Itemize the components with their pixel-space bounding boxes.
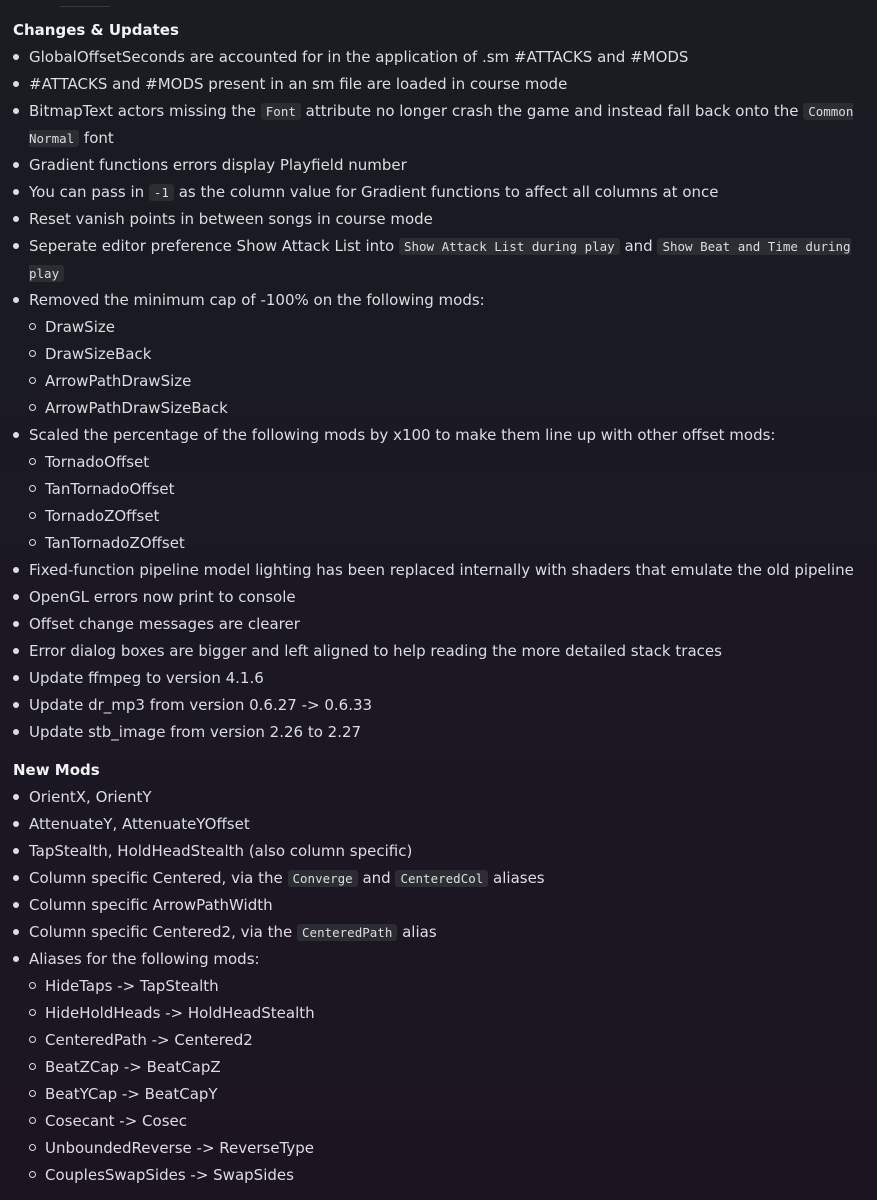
list-item: Error dialog boxes are bigger and left aligned to help reading the more detailed stack traces (13, 638, 877, 665)
hollow-bullet-icon (29, 485, 36, 492)
sub-list-item: BeatZCap -> BeatCapZ (29, 1054, 877, 1081)
list-item: Column specific ArrowPathWidth (13, 892, 877, 919)
bullet-icon (13, 594, 19, 600)
hollow-bullet-icon (29, 1063, 36, 1070)
list-item: Update ffmpeg to version 4.1.6 (13, 665, 877, 692)
hollow-bullet-icon (29, 458, 36, 465)
bullet-icon (13, 432, 19, 438)
list-item: Reset vanish points in between songs in course mode (13, 206, 877, 233)
sub-list-item: DrawSize (29, 314, 877, 341)
list-item: OrientX, OrientY (13, 784, 877, 811)
list-item: Offset change messages are clearer (13, 611, 877, 638)
bullet-icon (13, 162, 19, 168)
bullet-icon (13, 108, 19, 114)
bullet-icon (13, 621, 19, 627)
list-item: Update dr_mp3 from version 0.6.27 -> 0.6.33 (13, 692, 877, 719)
sub-list-item: CenteredPath -> Centered2 (29, 1027, 877, 1054)
new-mods-heading: New Mods (13, 761, 100, 779)
sub-list (29, 314, 877, 422)
sub-list-item: UnboundedReverse -> ReverseType (29, 1135, 877, 1162)
list-item: Gradient functions errors display Playfield number (13, 152, 877, 179)
bullet-icon (13, 648, 19, 654)
bullet-icon (13, 675, 19, 681)
list-item: TapStealth, HoldHeadStealth (also column specific) (13, 838, 877, 865)
inline-code: Show Beat and Time during play (29, 239, 851, 281)
sub-list-item: TornadoOffset (29, 449, 877, 476)
changes-heading: Changes & Updates (13, 21, 179, 39)
list-item: Aliases for the following mods: HideTaps -> TapStealth HideHoldHeads -> HoldHeadStealth CenteredPath -> Centered2 BeatZCap -> BeatCapZ BeatYCap -> BeatCapY Cosecant -> Cosec UnboundedReverse -> ReverseType CouplesSwapSides -> SwapSides (13, 946, 877, 1189)
list-item: Column specific Centered2, via the CenteredPath alias (13, 919, 877, 946)
list-item: Seperate editor preference Show Attack List into Show Attack List during play and Show Beat and Time during play (13, 233, 877, 287)
inline-code: -1 (149, 184, 174, 201)
bullet-icon (13, 702, 19, 708)
inline-code: Converge (288, 870, 358, 887)
bullet-icon (13, 216, 19, 222)
hollow-bullet-icon (29, 1090, 36, 1097)
list-item: OpenGL errors now print to console (13, 584, 877, 611)
sub-list-item: HideTaps -> TapStealth (29, 973, 877, 1000)
sub-list-item: TornadoZOffset (29, 503, 877, 530)
hollow-bullet-icon (29, 1036, 36, 1043)
list-item: BitmapText actors missing the Font attribute no longer crash the game and instead fall back onto the Common Normal font (13, 98, 877, 152)
sub-list-item: ArrowPathDrawSizeBack (29, 395, 877, 422)
sub-list-item: BeatYCap -> BeatCapY (29, 1081, 877, 1108)
bullet-icon (13, 902, 19, 908)
list-item: Scaled the percentage of the following mods by x100 to make them line up with other offset mods: TornadoOffset TanTornadoOffset TornadoZOffset TanTornadoZOffset (13, 422, 877, 557)
bullet-icon (13, 929, 19, 935)
hollow-bullet-icon (29, 323, 36, 330)
bullet-icon (13, 243, 19, 249)
sub-list (29, 449, 877, 557)
bullet-icon (13, 875, 19, 881)
bullet-icon (13, 821, 19, 827)
bullet-icon (13, 297, 19, 303)
sub-list (29, 973, 877, 1189)
hollow-bullet-icon (29, 404, 36, 411)
list-item: #ATTACKS and #MODS present in an sm file are loaded in course mode (13, 71, 877, 98)
hollow-bullet-icon (29, 377, 36, 384)
bullet-icon (13, 848, 19, 854)
bullet-icon (13, 189, 19, 195)
list-item: Column specific Centered, via the Converge and CenteredCol aliases (13, 865, 877, 892)
bullet-icon (13, 729, 19, 735)
list-item: Update stb_image from version 2.26 to 2.27 (13, 719, 877, 746)
hollow-bullet-icon (29, 1009, 36, 1016)
hollow-bullet-icon (29, 539, 36, 546)
bullet-icon (13, 794, 19, 800)
hollow-bullet-icon (29, 350, 36, 357)
sub-list-item: DrawSizeBack (29, 341, 877, 368)
bullet-icon (13, 54, 19, 60)
sub-list-item: Cosecant -> Cosec (29, 1108, 877, 1135)
hollow-bullet-icon (29, 1144, 36, 1151)
hollow-bullet-icon (29, 1171, 36, 1178)
hollow-bullet-icon (29, 982, 36, 989)
list-item: GlobalOffsetSeconds are accounted for in the application of .sm #ATTACKS and #MODS (13, 44, 877, 71)
sub-list-item: ArrowPathDrawSize (29, 368, 877, 395)
inline-code: Common Normal (29, 104, 854, 146)
list-item: Fixed-function pipeline model lighting has been replaced internally with shaders that emulate the old pipeline (13, 557, 877, 584)
hollow-bullet-icon (29, 1117, 36, 1124)
changes-list (13, 44, 877, 746)
list-item: You can pass in -1 as the column value for Gradient functions to affect all columns at once (13, 179, 877, 206)
bullet-icon (13, 567, 19, 573)
sub-list-item: TanTornadoZOffset (29, 530, 877, 557)
new-mods-list (13, 784, 877, 1189)
hollow-bullet-icon (29, 512, 36, 519)
release-notes (13, 17, 877, 1189)
list-item: Removed the minimum cap of -100% on the following mods: DrawSize DrawSizeBack ArrowPathDrawSize ArrowPathDrawSizeBack (13, 287, 877, 422)
previous-content-edge (60, 0, 110, 7)
bullet-icon (13, 956, 19, 962)
sub-list-item: HideHoldHeads -> HoldHeadStealth (29, 1000, 877, 1027)
inline-code: CenteredPath (297, 924, 397, 941)
list-item: AttenuateY, AttenuateYOffset (13, 811, 877, 838)
inline-code: Show Attack List during play (399, 238, 620, 255)
sub-list-item: CouplesSwapSides -> SwapSides (29, 1162, 877, 1189)
inline-code: Font (261, 103, 301, 120)
bullet-icon (13, 81, 19, 87)
sub-list-item: TanTornadoOffset (29, 476, 877, 503)
inline-code: CenteredCol (395, 870, 488, 887)
